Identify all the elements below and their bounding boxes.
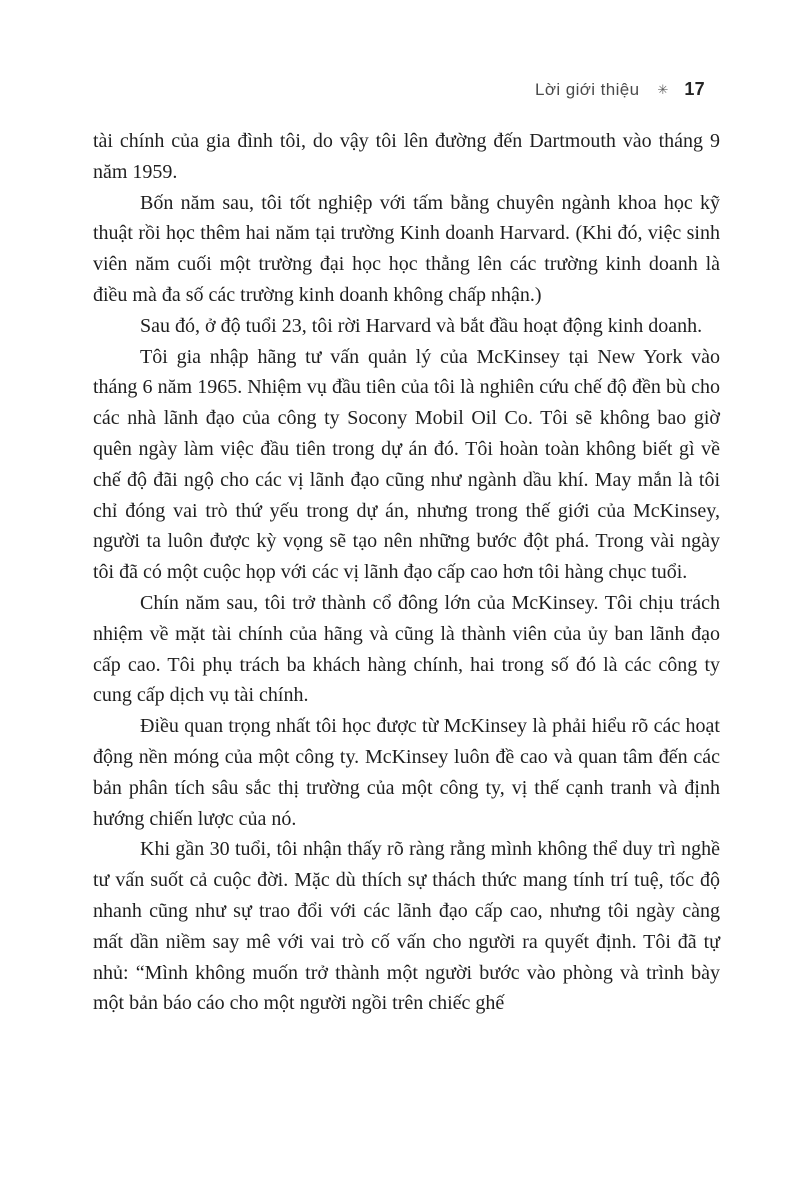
section-title: Lời giới thiệu [535, 79, 640, 99]
page-body [93, 126, 720, 1019]
paragraph-continuation: tài chính của gia đình tôi, do vậy tôi lên đường đến Dartmouth vào tháng 9 năm 1959. [93, 130, 720, 183]
page-number: 17 [684, 79, 705, 99]
paragraph: Bốn năm sau, tôi tốt nghiệp với tấm bằng chuyên ngành khoa học kỹ thuật rồi học thêm hai năm tại trường Kinh doanh Harvard. (Khi đó, việc sinh viên năm cuối một trường đại học học thẳng lên các trường kinh doanh là điều mà đa số các trường kinh doanh không chấp nhận.) [93, 191, 720, 306]
asterisk-icon: ✳ [657, 82, 669, 97]
paragraph: Sau đó, ở độ tuổi 23, tôi rời Harvard và bắt đầu hoạt động kinh doanh. [140, 314, 703, 337]
paragraph: Khi gần 30 tuổi, tôi nhận thấy rõ ràng rằng mình không thể duy trì nghề tư vấn suốt cả cuộc đời. Mặc dù thích sự thách thức mang tính trí tuệ, tốc độ nhanh cũng như sự trao đổi với các lãnh đạo cấp cao, nhưng tôi ngày càng mất dần niềm say mê với vai trò cố vấn cho người ra quyết định. Tôi đã tự nhủ: “Mình không muốn trở thành một người bước vào phòng và trình bày một bản báo cáo cho một người ngồi trên chiếc ghế [93, 838, 720, 1015]
running-header [93, 79, 705, 100]
paragraph: Chín năm sau, tôi trở thành cổ đông lớn của McKinsey. Tôi chịu trách nhiệm về mặt tài chính của hãng và cũng là thành viên của ủy ban lãnh đạo cấp cao. Tôi phụ trách ba khách hàng chính, hai trong số đó là các công ty cung cấp dịch vụ tài chính. [93, 591, 720, 707]
paragraph: Điều quan trọng nhất tôi học được từ McKinsey là phải hiểu rõ các hoạt động nền móng của một công ty. McKinsey luôn đề cao và quan tâm đến các bản phân tích sâu sắc thị trường của một công ty, vị thế cạnh tranh và định hướng chiến lược của nó. [93, 715, 720, 830]
paragraph: Tôi gia nhập hãng tư vấn quản lý của McKinsey tại New York vào tháng 6 năm 1965. Nhiệm vụ đầu tiên của tôi là nghiên cứu chế độ đền bù cho các nhà lãnh đạo của công ty Socony Mobil Oil Co. Tôi sẽ không bao giờ quên ngày làm việc đầu tiên trong dự án đó. Tôi hoàn toàn không biết gì về chế độ đãi ngộ cho các vị lãnh đạo cũng như ngành dầu khí. May mắn là tôi chỉ đóng vai trò thứ yếu trong dự án, nhưng trong thế giới của McKinsey, người ta luôn được kỳ vọng sẽ tạo nên những bước đột phá. Trong vài ngày tôi đã có một cuộc họp với các vị lãnh đạo cấp cao hơn tôi hàng chục tuổi. [93, 345, 720, 584]
